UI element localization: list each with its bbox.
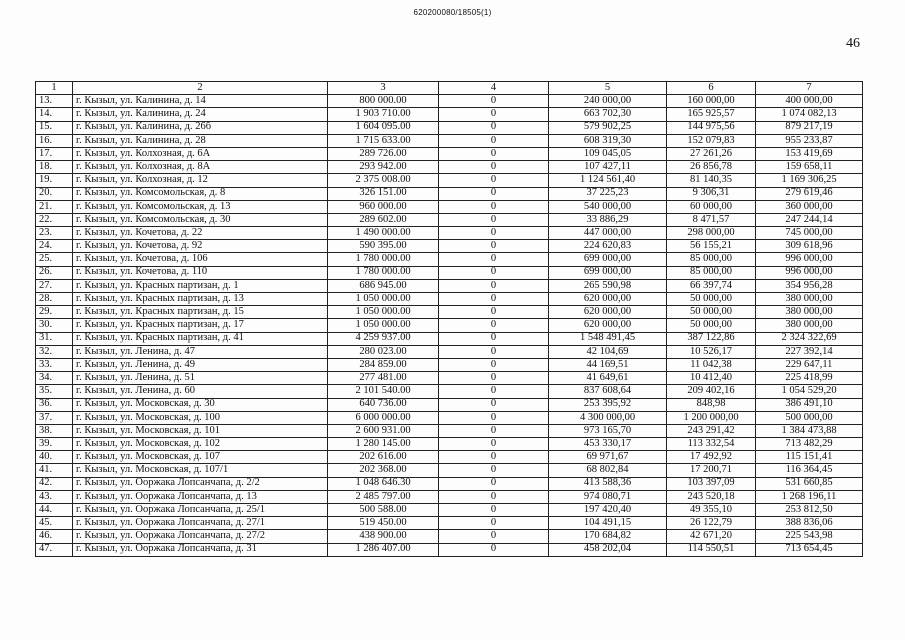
cell-value: 0 [439,293,549,306]
table-row [36,134,863,147]
cell-value: 663 702,30 [549,108,667,121]
cell-value: 1 604 095.00 [328,121,439,134]
cell-value: 107 427,11 [549,161,667,174]
cell-value: 713 482,29 [756,438,863,451]
cell-value: 1 048 646.30 [328,477,439,490]
address: г. Кызыл, ул. Комсомольская, д. 30 [73,213,328,226]
cell-value: 2 324 322,69 [756,332,863,345]
cell-value: 209 402,16 [667,385,756,398]
cell-value: 81 140,35 [667,174,756,187]
cell-value: 113 332,54 [667,438,756,451]
cell-value: 298 000,00 [667,227,756,240]
cell-value: 11 042,38 [667,358,756,371]
column-header: 3 [328,82,439,95]
cell-value: 104 491,15 [549,517,667,530]
table-row [36,319,863,332]
cell-value: 225 543,98 [756,530,863,543]
table-row [36,490,863,503]
row-number: 43. [36,490,73,503]
cell-value: 284 859.00 [328,358,439,371]
cell-value: 0 [439,213,549,226]
cell-value: 4 300 000,00 [549,411,667,424]
row-number: 31. [36,332,73,345]
cell-value: 2 375 008.00 [328,174,439,187]
cell-value: 388 836,06 [756,517,863,530]
table-row [36,385,863,398]
cell-value: 0 [439,517,549,530]
cell-value: 0 [439,358,549,371]
cell-value: 60 000,00 [667,200,756,213]
cell-value: 56 155,21 [667,240,756,253]
cell-value: 996 000,00 [756,266,863,279]
cell-value: 279 619,46 [756,187,863,200]
cell-value: 540 000,00 [549,200,667,213]
document-id: 620200080/18505(1) [413,8,492,17]
address: г. Кызыл, ул. Красных партизан, д. 15 [73,306,328,319]
address: г. Кызыл, ул. Ооржака Лопсанчапа, д. 2/2 [73,477,328,490]
cell-value: 152 079,83 [667,134,756,147]
address: г. Кызыл, ул. Московская, д. 100 [73,411,328,424]
cell-value: 686 945.00 [328,279,439,292]
cell-value: 0 [439,108,549,121]
cell-value: 0 [439,504,549,517]
cell-value: 620 000,00 [549,319,667,332]
cell-value: 253 395,92 [549,398,667,411]
row-number: 37. [36,411,73,424]
column-header: 4 [439,82,549,95]
row-number: 14. [36,108,73,121]
row-number: 19. [36,174,73,187]
cell-value: 159 658,11 [756,161,863,174]
cell-value: 293 942.00 [328,161,439,174]
row-number: 22. [36,213,73,226]
address: г. Кызыл, ул. Ооржака Лопсанчапа, д. 13 [73,490,328,503]
cell-value: 280 023.00 [328,345,439,358]
cell-value: 114 550,51 [667,543,756,556]
row-number: 34. [36,372,73,385]
cell-value: 380 000,00 [756,306,863,319]
address: г. Кызыл, ул. Калинина, д. 24 [73,108,328,121]
cell-value: 247 244,14 [756,213,863,226]
row-number: 30. [36,319,73,332]
cell-value: 1 074 082,13 [756,108,863,121]
register-table [35,81,863,557]
address: г. Кызыл, ул. Московская, д. 30 [73,398,328,411]
cell-value: 640 736.00 [328,398,439,411]
cell-value: 17 200,71 [667,464,756,477]
cell-value: 1 286 407.00 [328,543,439,556]
cell-value: 1 169 306,25 [756,174,863,187]
cell-value: 0 [439,451,549,464]
address: г. Кызыл, ул. Комсомольская, д. 13 [73,200,328,213]
column-header: 2 [73,82,328,95]
address: г. Кызыл, ул. Колхозная, д. 6А [73,147,328,160]
address: г. Кызыл, ул. Московская, д. 102 [73,438,328,451]
address: г. Кызыл, ул. Красных партизан, д. 1 [73,279,328,292]
table-row [36,121,863,134]
cell-value: 170 684,82 [549,530,667,543]
cell-value: 973 165,70 [549,424,667,437]
address: г. Кызыл, ул. Красных партизан, д. 41 [73,332,328,345]
column-header: 7 [756,82,863,95]
cell-value: 1 548 491,45 [549,332,667,345]
row-number: 16. [36,134,73,147]
table-row [36,279,863,292]
address: г. Кызыл, ул. Ленина, д. 49 [73,358,328,371]
cell-value: 115 151,41 [756,451,863,464]
cell-value: 1 490 000.00 [328,227,439,240]
cell-value: 0 [439,424,549,437]
row-number: 36. [36,398,73,411]
cell-value: 0 [439,438,549,451]
cell-value: 1 780 000.00 [328,253,439,266]
row-number: 29. [36,306,73,319]
row-number: 40. [36,451,73,464]
cell-value: 265 590,98 [549,279,667,292]
cell-value: 0 [439,411,549,424]
cell-value: 1 280 145.00 [328,438,439,451]
column-header: 6 [667,82,756,95]
cell-value: 69 971,67 [549,451,667,464]
cell-value: 380 000,00 [756,293,863,306]
address: г. Кызыл, ул. Калинина, д. 28 [73,134,328,147]
address: г. Кызыл, ул. Калинина, д. 14 [73,95,328,108]
table-row [36,504,863,517]
cell-value: 165 925,57 [667,108,756,121]
table-row [36,332,863,345]
cell-value: 960 000.00 [328,200,439,213]
cell-value: 2 600 931.00 [328,424,439,437]
address: г. Кызыл, ул. Ленина, д. 47 [73,345,328,358]
cell-value: 0 [439,543,549,556]
table-body [36,95,863,557]
table-row [36,398,863,411]
cell-value: 85 000,00 [667,253,756,266]
cell-value: 202 368.00 [328,464,439,477]
cell-value: 37 225,23 [549,187,667,200]
cell-value: 229 647,11 [756,358,863,371]
cell-value: 27 261,26 [667,147,756,160]
cell-value: 41 649,61 [549,372,667,385]
cell-value: 1 124 561,40 [549,174,667,187]
row-number: 45. [36,517,73,530]
cell-value: 590 395.00 [328,240,439,253]
cell-value: 1 054 529,20 [756,385,863,398]
cell-value: 2 101 540.00 [328,385,439,398]
cell-value: 0 [439,200,549,213]
row-number: 42. [36,477,73,490]
cell-value: 1 268 196,11 [756,490,863,503]
address: г. Кызыл, ул. Колхозная, д. 12 [73,174,328,187]
row-number: 15. [36,121,73,134]
table-row [36,253,863,266]
cell-value: 49 355,10 [667,504,756,517]
cell-value: 879 217,19 [756,121,863,134]
table-row [36,345,863,358]
cell-value: 0 [439,240,549,253]
cell-value: 153 419,69 [756,147,863,160]
cell-value: 458 202,04 [549,543,667,556]
cell-value: 837 608,64 [549,385,667,398]
column-header: 5 [549,82,667,95]
cell-value: 0 [439,372,549,385]
column-number-row [36,82,863,95]
cell-value: 438 900.00 [328,530,439,543]
cell-value: 0 [439,187,549,200]
table-row [36,240,863,253]
cell-value: 1 050 000.00 [328,319,439,332]
address: г. Кызыл, ул. Красных партизан, д. 13 [73,293,328,306]
cell-value: 380 000,00 [756,319,863,332]
address: г. Кызыл, ул. Кочетова, д. 22 [73,227,328,240]
cell-value: 240 000,00 [549,95,667,108]
row-number: 28. [36,293,73,306]
cell-value: 66 397,74 [667,279,756,292]
cell-value: 0 [439,279,549,292]
page-number: 46 [846,36,860,51]
cell-value: 85 000,00 [667,266,756,279]
table-row [36,187,863,200]
cell-value: 50 000,00 [667,293,756,306]
table-row [36,358,863,371]
row-number: 41. [36,464,73,477]
cell-value: 225 418,99 [756,372,863,385]
table-row [36,438,863,451]
address: г. Кызыл, ул. Московская, д. 107/1 [73,464,328,477]
row-number: 35. [36,385,73,398]
table-row [36,530,863,543]
cell-value: 0 [439,319,549,332]
row-number: 38. [36,424,73,437]
cell-value: 0 [439,464,549,477]
table-row [36,147,863,160]
cell-value: 6 000 000.00 [328,411,439,424]
cell-value: 0 [439,530,549,543]
cell-value: 500 000,00 [756,411,863,424]
cell-value: 50 000,00 [667,319,756,332]
address: г. Кызыл, ул. Ленина, д. 51 [73,372,328,385]
cell-value: 2 485 797.00 [328,490,439,503]
cell-value: 0 [439,490,549,503]
row-number: 21. [36,200,73,213]
row-number: 33. [36,358,73,371]
table-row [36,266,863,279]
cell-value: 699 000,00 [549,266,667,279]
row-number: 18. [36,161,73,174]
table-row [36,451,863,464]
cell-value: 277 481.00 [328,372,439,385]
table-row [36,161,863,174]
cell-value: 579 902,25 [549,121,667,134]
cell-value: 0 [439,345,549,358]
cell-value: 0 [439,121,549,134]
cell-value: 1 050 000.00 [328,293,439,306]
cell-value: 996 000,00 [756,253,863,266]
cell-value: 1 384 473,88 [756,424,863,437]
address: г. Кызыл, ул. Кочетова, д. 106 [73,253,328,266]
row-number: 24. [36,240,73,253]
cell-value: 1 050 000.00 [328,306,439,319]
row-number: 25. [36,253,73,266]
cell-value: 68 802,84 [549,464,667,477]
table-row [36,174,863,187]
cell-value: 608 319,30 [549,134,667,147]
table-row [36,372,863,385]
row-number: 47. [36,543,73,556]
cell-value: 386 491,10 [756,398,863,411]
cell-value: 0 [439,385,549,398]
cell-value: 413 588,36 [549,477,667,490]
row-number: 44. [36,504,73,517]
address: г. Кызыл, ул. Кочетова, д. 110 [73,266,328,279]
cell-value: 0 [439,306,549,319]
cell-value: 800 000.00 [328,95,439,108]
table-row [36,213,863,226]
cell-value: 50 000,00 [667,306,756,319]
cell-value: 0 [439,147,549,160]
table-row [36,293,863,306]
address: г. Кызыл, ул. Комсомольская, д. 8 [73,187,328,200]
table-row [36,464,863,477]
cell-value: 42 104,69 [549,345,667,358]
cell-value: 197 420,40 [549,504,667,517]
row-number: 13. [36,95,73,108]
cell-value: 447 000,00 [549,227,667,240]
address: г. Кызыл, ул. Кочетова, д. 92 [73,240,328,253]
cell-value: 620 000,00 [549,293,667,306]
row-number: 20. [36,187,73,200]
cell-value: 0 [439,398,549,411]
cell-value: 400 000,00 [756,95,863,108]
cell-value: 10 526,17 [667,345,756,358]
cell-value: 713 654,45 [756,543,863,556]
cell-value: 1 780 000.00 [328,266,439,279]
row-number: 39. [36,438,73,451]
cell-value: 0 [439,227,549,240]
row-number: 26. [36,266,73,279]
cell-value: 745 000,00 [756,227,863,240]
cell-value: 253 812,50 [756,504,863,517]
cell-value: 33 886,29 [549,213,667,226]
cell-value: 955 233,87 [756,134,863,147]
cell-value: 144 975,56 [667,121,756,134]
cell-value: 42 671,20 [667,530,756,543]
address: г. Кызыл, ул. Калинина, д. 26б [73,121,328,134]
cell-value: 109 045,05 [549,147,667,160]
cell-value: 354 956,28 [756,279,863,292]
cell-value: 360 000,00 [756,200,863,213]
cell-value: 243 520,18 [667,490,756,503]
cell-value: 26 856,78 [667,161,756,174]
cell-value: 0 [439,253,549,266]
cell-value: 289 726.00 [328,147,439,160]
cell-value: 44 169,51 [549,358,667,371]
table-row [36,200,863,213]
cell-value: 4 259 937.00 [328,332,439,345]
cell-value: 202 616.00 [328,451,439,464]
cell-value: 0 [439,95,549,108]
cell-value: 699 000,00 [549,253,667,266]
cell-value: 848,98 [667,398,756,411]
cell-value: 227 392,14 [756,345,863,358]
cell-value: 0 [439,477,549,490]
cell-value: 289 602.00 [328,213,439,226]
cell-value: 1 903 710.00 [328,108,439,121]
cell-value: 500 588.00 [328,504,439,517]
cell-value: 326 151.00 [328,187,439,200]
cell-value: 531 660,85 [756,477,863,490]
table-row [36,227,863,240]
cell-value: 620 000,00 [549,306,667,319]
table-row [36,108,863,121]
table-row [36,424,863,437]
cell-value: 17 492,92 [667,451,756,464]
cell-value: 10 412,40 [667,372,756,385]
address: г. Кызыл, ул. Ооржака Лопсанчапа, д. 27/2 [73,530,328,543]
row-number: 23. [36,227,73,240]
table-row [36,477,863,490]
cell-value: 160 000,00 [667,95,756,108]
address: г. Кызыл, ул. Красных партизан, д. 17 [73,319,328,332]
cell-value: 519 450.00 [328,517,439,530]
row-number: 46. [36,530,73,543]
address: г. Кызыл, ул. Московская, д. 101 [73,424,328,437]
cell-value: 243 291,42 [667,424,756,437]
address: г. Кызыл, ул. Ленина, д. 60 [73,385,328,398]
cell-value: 0 [439,266,549,279]
address: г. Кызыл, ул. Ооржака Лопсанчапа, д. 25/1 [73,504,328,517]
row-number: 32. [36,345,73,358]
cell-value: 453 330,17 [549,438,667,451]
table-row [36,543,863,556]
cell-value: 9 306,31 [667,187,756,200]
cell-value: 0 [439,134,549,147]
column-header: 1 [36,82,73,95]
cell-value: 0 [439,161,549,174]
cell-value: 224 620,83 [549,240,667,253]
table-row [36,95,863,108]
cell-value: 974 080,71 [549,490,667,503]
row-number: 27. [36,279,73,292]
cell-value: 103 397,09 [667,477,756,490]
row-number: 17. [36,147,73,160]
address: г. Кызыл, ул. Колхозная, д. 8А [73,161,328,174]
table-row [36,517,863,530]
cell-value: 1 200 000,00 [667,411,756,424]
cell-value: 0 [439,332,549,345]
cell-value: 26 122,79 [667,517,756,530]
address: г. Кызыл, ул. Ооржака Лопсанчапа, д. 31 [73,543,328,556]
address: г. Кызыл, ул. Московская, д. 107 [73,451,328,464]
cell-value: 0 [439,174,549,187]
cell-value: 116 364,45 [756,464,863,477]
table-row [36,411,863,424]
cell-value: 387 122,86 [667,332,756,345]
cell-value: 1 715 633.00 [328,134,439,147]
cell-value: 8 471,57 [667,213,756,226]
table-row [36,306,863,319]
address: г. Кызыл, ул. Ооржака Лопсанчапа, д. 27/1 [73,517,328,530]
cell-value: 309 618,96 [756,240,863,253]
